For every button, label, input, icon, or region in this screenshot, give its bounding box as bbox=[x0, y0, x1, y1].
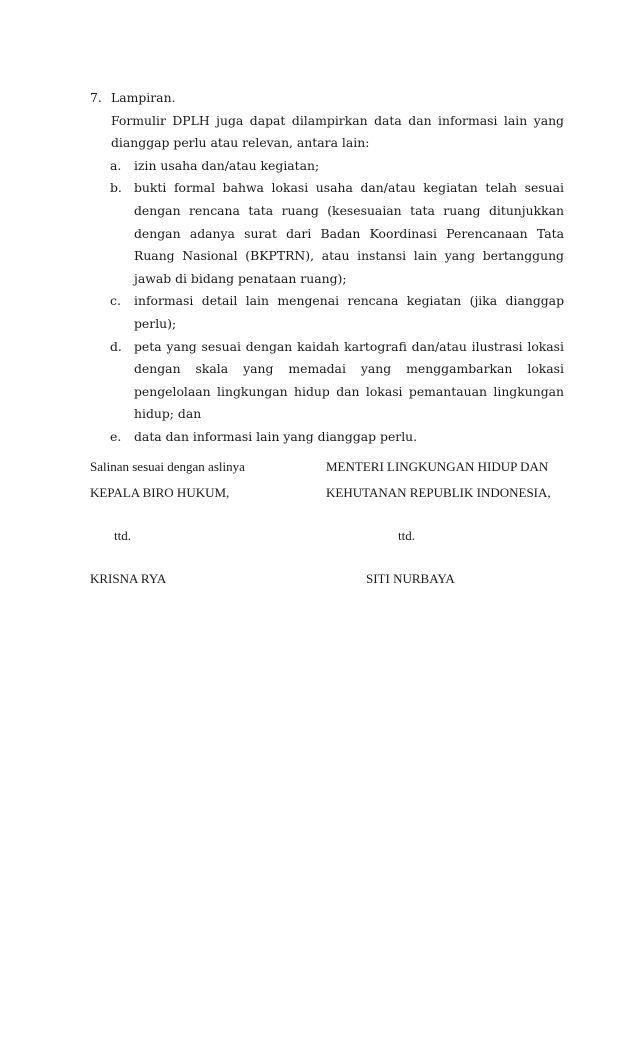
minister-title-line2: KEHUTANAN REPUBLIK INDONESIA, bbox=[326, 485, 551, 500]
attachment-list bbox=[90, 155, 564, 449]
minister-title-line1: MENTERI LINGKUNGAN HIDUP DAN bbox=[326, 459, 549, 474]
section-intro: Formulir DPLH juga dapat dilampirkan data dan informasi lain yang dianggap perlu atau relevan, antara lain: bbox=[111, 112, 564, 151]
list-item-text: izin usaha dan/atau kegiatan; bbox=[134, 157, 320, 173]
section-number: 7. bbox=[90, 90, 102, 105]
list-item-letter: c. bbox=[110, 293, 121, 309]
list-item-e bbox=[90, 426, 564, 449]
list-item-c bbox=[90, 290, 564, 335]
attachment-section bbox=[90, 87, 564, 449]
list-item-d bbox=[90, 336, 564, 426]
list-item-text: peta yang sesuai dengan kaidah kartografi dan/atau ilustrasi lokasi dengan skala yang memadai yang menggambarkan lokasi pengelolaan lingkungan hidup dan lokasi pemantauan lingkungan hidup; dan bbox=[134, 338, 564, 422]
list-item-text: informasi detail lain mengenai rencana kegiatan (jika dianggap perlu); bbox=[134, 293, 564, 331]
list-item-b bbox=[90, 177, 564, 290]
list-item-text: bukti formal bahwa lokasi usaha dan/atau kegiatan telah sesuai dengan rencana tata ruang (kesesuaian tata ruang ditunjukkan dengan adanya surat dari Badan Koordinasi Perencanaan Tata Ruang Nasional (BKPTRN), atau instansi lain yang bertanggung jawab di bidang penataan ruang); bbox=[134, 180, 564, 286]
list-item-letter: e. bbox=[110, 428, 122, 444]
left-signatory-name: KRISNA RYA bbox=[90, 571, 167, 586]
section-title: Lampiran. bbox=[111, 90, 176, 105]
list-item-letter: d. bbox=[110, 338, 122, 354]
section-heading bbox=[90, 87, 564, 110]
left-signed-mark: ttd. bbox=[114, 528, 131, 543]
list-item-text: data dan informasi lain yang dianggap perlu. bbox=[134, 428, 418, 444]
bureau-head-title: KEPALA BIRO HUKUM, bbox=[90, 485, 230, 500]
list-item-letter: b. bbox=[110, 180, 122, 196]
list-item-a bbox=[90, 155, 564, 178]
right-signatory-name: SITI NURBAYA bbox=[366, 571, 455, 586]
list-item-letter: a. bbox=[110, 157, 122, 173]
right-signed-mark: ttd. bbox=[398, 528, 415, 543]
copy-certification-line: Salinan sesuai dengan aslinya bbox=[90, 459, 245, 474]
